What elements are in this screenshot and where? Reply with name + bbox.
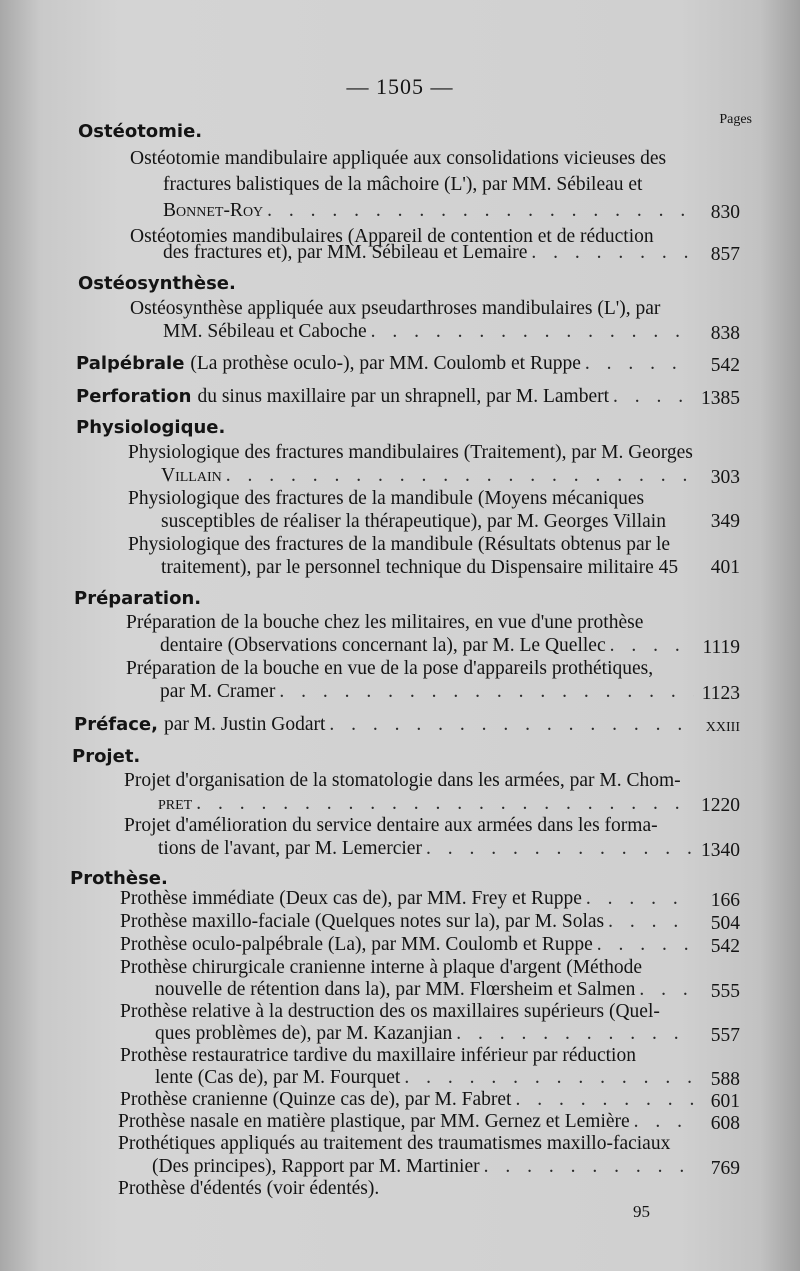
page-number: 1385 (701, 388, 740, 409)
entry-line: Prothèse chirurgicale cranienne interne à plaque d'argent (Méthode (120, 957, 643, 978)
entry-line-dotted (155, 978, 698, 1002)
entry-text: par M. Justin Godart (163, 714, 326, 735)
page-number: 166 (710, 890, 740, 911)
section-heading-palpebrale: Palpébrale (76, 353, 185, 374)
page-number: XXIII (705, 720, 740, 735)
page-number: 555 (710, 981, 740, 1002)
entry-text: du sinus maxillaire par un shrapnell, par M. Lambert (197, 386, 610, 407)
section-heading-projet: Projet. (72, 746, 141, 767)
page-number: 1340 (701, 840, 740, 861)
entry-text: nouvelle de rétention dans la), par MM. Flœrsheim et Salmen (155, 979, 636, 1000)
entry-line: Préparation de la bouche en vue de la pose d'appareils prothétiques, (126, 658, 654, 679)
entry-line: susceptibles de réaliser la thérapeutique), par M. Georges Villain (161, 511, 666, 532)
page-number: 1119 (702, 637, 740, 658)
entry-line-dotted (76, 385, 698, 409)
entry-line-dotted (163, 199, 698, 223)
entry-line-dotted (120, 887, 698, 911)
entry-text: Villain (161, 465, 222, 486)
entry-line-dotted (118, 1110, 698, 1134)
entry-line: Physiologique des fractures mandibulaires (Traitement), par M. Georges (128, 442, 693, 463)
page-title: — 1505 — (346, 74, 454, 99)
page-number: 857 (710, 244, 740, 265)
entry-text: Prothèse maxillo-faciale (Quelques notes sur la), par M. Solas (120, 911, 605, 932)
entry-line-dotted (120, 1088, 698, 1112)
page-number: 588 (710, 1069, 740, 1090)
entry-line: traitement), par le personnel technique du Dispensaire militaire 45 (161, 557, 679, 578)
entry-line: Projet d'organisation de la stomatologie dans les armées, par M. Chom- (124, 770, 681, 791)
entry-line-dotted (158, 792, 698, 816)
entry-text: Prothèse oculo-palpébrale (La), par MM. Coulomb et Ruppe (120, 934, 593, 955)
page-number: 838 (710, 323, 740, 344)
entry-line-dotted (160, 680, 698, 704)
section-heading-prothese: Prothèse. (70, 868, 168, 889)
section-heading-preparation: Préparation. (74, 588, 202, 609)
entry-text: dentaire (Observations concernant la), par M. Le Quellec (160, 635, 606, 656)
entry-line-dotted (158, 837, 698, 861)
entry-line-dotted (163, 241, 698, 265)
entry-line: Préparation de la bouche chez les militaires, en vue d'une prothèse (126, 612, 644, 633)
entry-text: par M. Cramer (160, 681, 276, 702)
entry-text: Prothèse immédiate (Deux cas de), par MM. Frey et Ruppe (120, 888, 582, 909)
page-number: 349 (710, 511, 740, 532)
entry-line-dotted (163, 320, 698, 344)
section-heading-osteosynthese: Ostéosynthèse. (78, 273, 236, 294)
entry-text: lente (Cas de), par M. Fourquet (155, 1067, 401, 1088)
section-heading-preface: Préface, (74, 714, 158, 735)
page-number: 557 (710, 1025, 740, 1046)
page-number: 830 (710, 202, 740, 223)
entry-line: Ostéotomies mandibulaires (Appareil de contention et de réduction (130, 226, 654, 247)
page-number: 601 (710, 1091, 740, 1112)
entry-line-dotted (161, 464, 698, 488)
entry-text: Prothèse cranienne (Quinze cas de), par M. Fabret (120, 1089, 512, 1110)
entry-text: des fractures et), par MM. Sébileau et Lemaire (163, 242, 528, 263)
entry-line-dotted (160, 634, 698, 658)
entry-text: (Des principes), Rapport par M. Martinier (152, 1156, 480, 1177)
entry-line: Physiologique des fractures de la mandibule (Résultats obtenus par le (128, 534, 671, 555)
entry-line-dotted (120, 933, 698, 957)
entry-line-dotted (155, 1022, 698, 1046)
entry-line-dotted (152, 1155, 698, 1179)
entry-text: ques problèmes de), par M. Kazanjian (155, 1023, 453, 1044)
page-number: 542 (710, 936, 740, 957)
entry-line: fractures balistiques de la mâchoire (L'), par MM. Sébileau et (163, 174, 643, 195)
entry-text: (La prothèse oculo-), par MM. Coulomb et Ruppe (190, 353, 581, 374)
entry-line-dotted (74, 713, 698, 737)
entry-line: Physiologique des fractures de la mandibule (Moyens mécaniques (128, 488, 645, 509)
page-number: 1220 (701, 795, 740, 816)
entry-line-dotted (120, 910, 698, 934)
page-number: 769 (710, 1158, 740, 1179)
entry-line: Projet d'amélioration du service dentaire aux armées dans les forma- (124, 815, 658, 836)
page-number: 608 (710, 1113, 740, 1134)
entry-line-dotted (155, 1066, 698, 1090)
page-number: 542 (710, 355, 740, 376)
section-heading-perforation: Perforation (76, 386, 192, 407)
entry-line: Prothèse relative à la destruction des os maxillaires supérieurs (Quel- (120, 1001, 660, 1022)
entry-text: pret (158, 793, 193, 814)
page-number: 303 (710, 467, 740, 488)
entry-text: Prothèse nasale en matière plastique, par MM. Gernez et Lemière (118, 1111, 630, 1132)
entry-line: Prothèse restauratrice tardive du maxillaire inférieur par réduction (120, 1045, 636, 1066)
entry-line: Prothétiques appliqués au traitement des traumatismes maxillo-faciaux (118, 1133, 671, 1154)
entry-line: Ostéotomie mandibulaire appliquée aux consolidations vicieuses des (130, 148, 667, 169)
entry-text: Bonnet-Roy (163, 200, 264, 221)
entry-text: MM. Sébileau et Caboche (163, 321, 367, 342)
page-number: 504 (710, 913, 740, 934)
page-number: 401 (710, 557, 740, 578)
entry-line: Prothèse d'édentés (voir édentés). (118, 1178, 380, 1199)
pages-column-label: Pages (719, 112, 752, 127)
entry-text: tions de l'avant, par M. Lemercier (158, 838, 422, 859)
entry-line-dotted (76, 352, 698, 376)
page-number: 1123 (701, 683, 740, 704)
section-heading-physiologique: Physiologique. (76, 417, 226, 438)
section-heading-osteotomie: Ostéotomie. (78, 121, 203, 142)
folio-number: 95 (633, 1202, 650, 1221)
entry-line: Ostéosynthèse appliquée aux pseudarthroses mandibulaires (L'), par (130, 298, 661, 319)
